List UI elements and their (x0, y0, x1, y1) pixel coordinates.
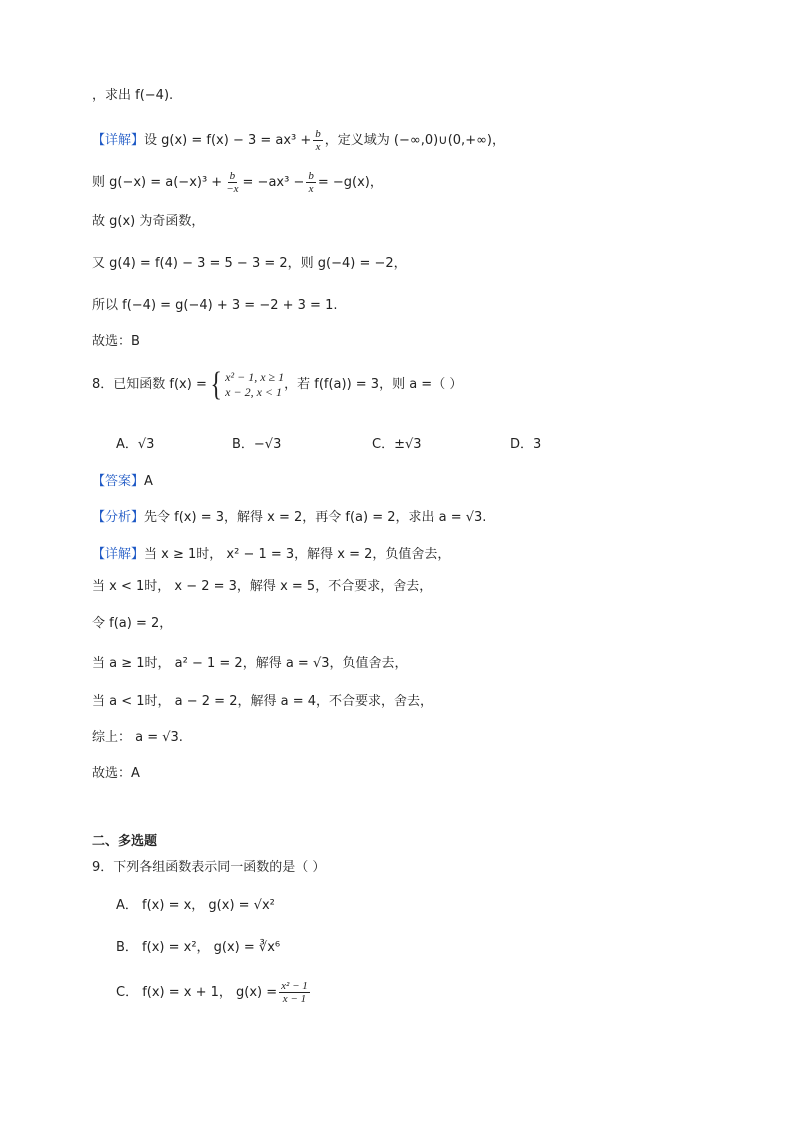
detail-tag: 【详解】 (92, 133, 145, 148)
text-line: 故 g(x) 为奇函数， (92, 214, 205, 229)
text-line: 当 a < 1时， a − 2 = 2，解得 a = 4，不合要求，舍去， (92, 694, 434, 709)
q9-option-a: A． f(x) = x， g(x) = √x² (116, 898, 275, 913)
option-b: B．−√3 (232, 437, 282, 452)
fraction: $\frac{\text{x² − 1}}{x - 1}$ (281, 980, 308, 1005)
text-line: ，求出 f(−4). (92, 88, 174, 103)
text-line: 令 f(a) = 2， (92, 616, 173, 631)
option-a: A．√3 (116, 437, 155, 452)
text-line: 故选：B (92, 334, 140, 349)
detail-line-1: 【详解】设 g(x) = f(x) − 3 = ax³ + $\frac{b}{x}$ ，定义域为 (−∞,0)∪(0,+∞)， (92, 128, 505, 153)
question-9: 9．下列各组函数表示同一函数的是（ ） (92, 860, 326, 875)
question-8: 8．已知函数 f(x) = { x² − 1, x ≥ 1 x − 2, x < 1 ，若 f(f(a)) = 3，则 a =（ ） (92, 366, 463, 403)
detail-line-2: 则 g(−x) = a(−x)³ + $\frac{b}{-x}$ = −ax³ − $\frac{b}{x}$ = −g(x)， (92, 170, 383, 195)
analysis-line: 【分析】先令 f(x) = 3，解得 x = 2，再令 f(a) = 2，求出 a = √3. (92, 510, 487, 525)
text-line: 当 a ≥ 1时， a² − 1 = 2，解得 a = √3，负值舍去， (92, 656, 408, 671)
text-line: 又 g(4) = f(4) − 3 = 5 − 3 = 2，则 g(−4) = −2， (92, 256, 407, 271)
text-line: 所以 f(−4) = g(−4) + 3 = −2 + 3 = 1. (92, 298, 338, 313)
fraction: $\frac{b}{-x}$ (226, 170, 239, 195)
q9-option-b: B． f(x) = x²， g(x) = ∛x⁶ (116, 940, 281, 955)
text-line: 故选：A (92, 766, 140, 781)
fraction: $\frac{b}{x}$ (308, 170, 314, 195)
option-d: D．3 (510, 437, 542, 452)
section-heading: 二、多选题 (92, 834, 158, 849)
detail-line: 【详解】当 x ≥ 1时， x² − 1 = 3，解得 x = 2，负值舍去， (92, 547, 451, 562)
q9-option-c: C． f(x) = x + 1， g(x) = $\frac{\text{x² − 1}}{x - 1}$ (116, 980, 308, 1005)
answer-line: 【答案】A (92, 474, 153, 489)
option-c: C．±√3 (372, 437, 422, 452)
fraction: $\frac{b}{x}$ (315, 128, 321, 153)
text-line: 当 x < 1时， x − 2 = 3，解得 x = 5，不合要求，舍去， (92, 579, 433, 594)
text-line: 综上： a = √3. (92, 730, 183, 745)
